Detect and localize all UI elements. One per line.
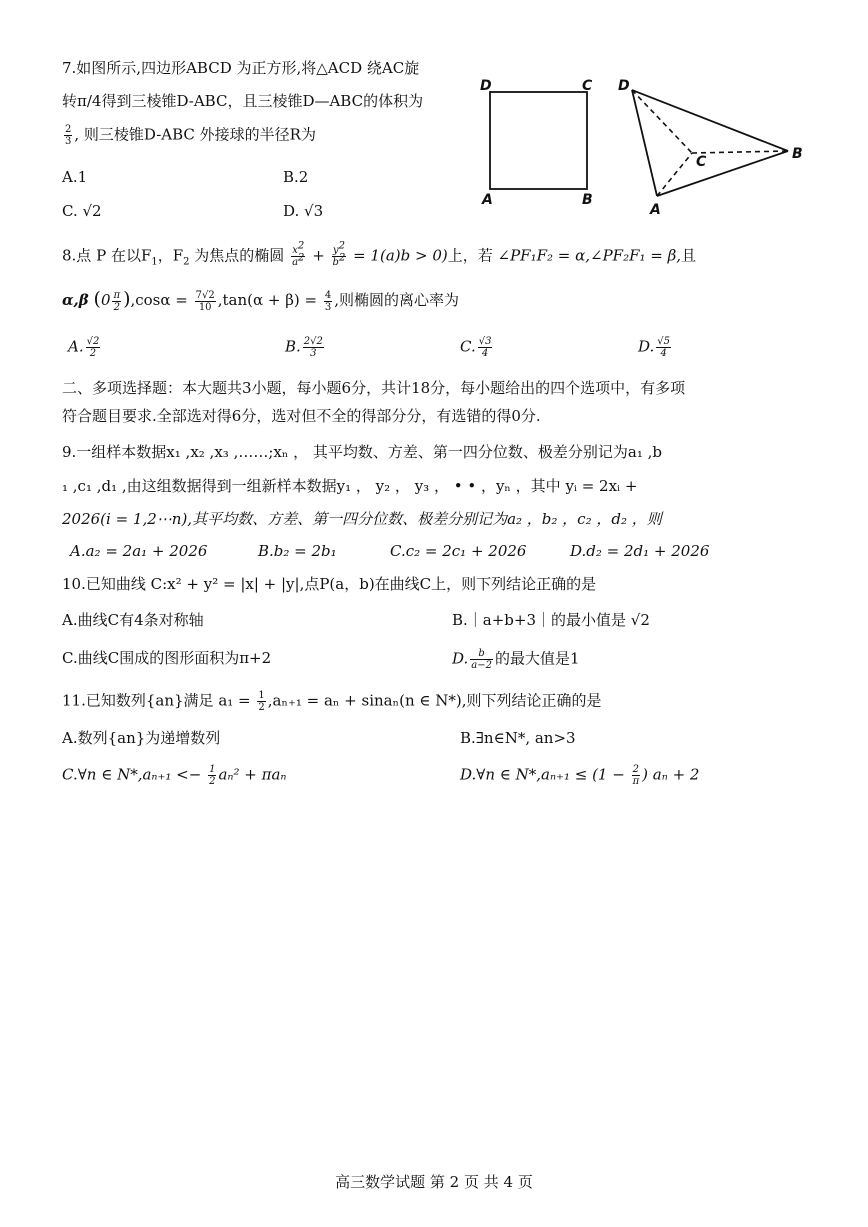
vertex-a-label: A	[482, 192, 493, 208]
q10-option-c: C.曲线C围成的图形面积为π+2	[62, 649, 272, 667]
q9-option-a: A.a₂ = 2a₁ + 2026	[70, 542, 208, 560]
vertex-b-label: B	[792, 146, 803, 162]
q7-option-a: A.1	[62, 168, 88, 186]
vertex-c-label: C	[582, 78, 593, 94]
q8-option-a: A. $\frac{√2}{2}$	[68, 336, 100, 359]
q11-option-c: C.∀n ∈ N*,aₙ₊₁ <− $\frac{1}{2}$ aₙ² + πaₙ	[62, 764, 287, 787]
q10-option-b: B.｜a+b+3｜的最小值是 √2	[452, 611, 650, 629]
square-figure	[478, 76, 602, 212]
q10-stem: 10.已知曲线 C:x² + y² = |x| + |y|,点P(a，b)在曲线C上，则下列结论正确的是	[62, 575, 597, 593]
q9-line2: ₁ ,c₁ ,d₁ ,由这组数据得到一组新样本数据y₁ ， y₂ ， y₃ ， • • ，yₙ ，其中 yᵢ = 2xᵢ +	[62, 477, 638, 495]
q9-option-b: B.b₂ = 2b₁	[258, 542, 337, 560]
q11-option-d: D.∀n ∈ N*,aₙ₊₁ ≤ (1 − $\frac{2}{\pi}$ ) aₙ + 2	[460, 764, 700, 787]
vertex-d-label: D	[618, 78, 630, 94]
edge-cb-hidden	[692, 151, 788, 153]
edge-db	[632, 90, 788, 151]
q7-option-c: C. √2	[62, 202, 102, 220]
q9-option-d: D.d₂ = 2d₁ + 2026	[570, 542, 710, 560]
tetrahedron-figure	[612, 76, 812, 220]
q11-option-b: B.∃n∈N*, an>3	[460, 729, 576, 747]
q7-line3: $\frac{2}{3}$ , 则三棱锥D-ABC 外接球的半径R为	[65, 124, 316, 147]
q10-option-a: A.曲线C有4条对称轴	[62, 611, 204, 629]
q11-option-a: A.数列{an}为递增数列	[62, 729, 221, 747]
q10-option-d: D. $\frac{b}{a-2}$ 的最大值是1	[452, 648, 580, 671]
q7-option-b: B.2	[283, 168, 309, 186]
q9-line1: 9.一组样本数据x₁ ,x₂ ,x₃ ,……;xₙ ， 其平均数、方差、第一四分位数、极差分别记为a₁ ,b	[62, 443, 662, 461]
vertex-b-label: B	[582, 192, 593, 208]
q9-line3: 2026(i = 1,2⋯n),其平均数、方差、第一四分位数、极差分别记为a₂ ，b₂ ，c₂ ，d₂ ，则	[62, 510, 662, 528]
vertex-a-label: A	[650, 202, 661, 218]
edge-dc-hidden	[632, 90, 692, 153]
section2-line1: 二、多项选择题：本大题共3小题，每小题6分，共计18分，每小题给出的四个选项中，有多项	[62, 379, 686, 397]
q11-stem: 11.已知数列{an}满足 a₁ = $\frac{1}{2}$ ,aₙ₊₁ = aₙ + sinaₙ(n ∈ N*),则下列结论正确的是	[62, 690, 602, 713]
q8-option-b: B. $\frac{2√2}{3}$	[285, 336, 323, 359]
page-footer: 高三数学试题 第 2 页 共 4 页	[335, 1173, 533, 1191]
q8-option-c: C. $\frac{√3}{4}$	[460, 336, 492, 359]
q7-line2: 转π/4得到三棱锥D-ABC，且三棱锥D—ABC的体积为	[62, 92, 424, 110]
q9-option-c: C.c₂ = 2c₁ + 2026	[390, 542, 527, 560]
vertex-c-label: C	[696, 154, 707, 170]
q8-line2: α,β (0 $\frac{\pi}{2}$ ),cosα = $\frac{7√2}{10}$ ,tan(α + β) = $\frac{4}{3}$ ,则椭圆的离心率为	[62, 288, 460, 313]
section2-line2: 符合题目要求.全部选对得6分，选对但不全的得部分分，有选错的得0分.	[62, 407, 541, 425]
q7-option-d: D. √3	[283, 202, 324, 220]
edge-ab	[657, 151, 788, 196]
volume-fraction: $\frac{2}{3}$	[65, 124, 72, 147]
q7-line1: 7.如图所示,四边形ABCD 为正方形,将△ACD 绕AC旋	[62, 59, 420, 77]
q8-line1: 8.点 P 在以$F_1$，$F_2$ 为焦点的椭圆 $\frac{x^2}{a^2}$ + $\frac{y^2}{b^2}$ = 1(a)b > 0)上，若 ∠PF₁F₂ = α,∠PF₂F₁ = β,且	[62, 240, 697, 268]
vertex-d-label: D	[480, 78, 492, 94]
edge-da	[632, 90, 657, 196]
square-abcd	[490, 92, 587, 189]
q8-option-d: D. $\frac{√5}{4}$	[638, 336, 670, 359]
